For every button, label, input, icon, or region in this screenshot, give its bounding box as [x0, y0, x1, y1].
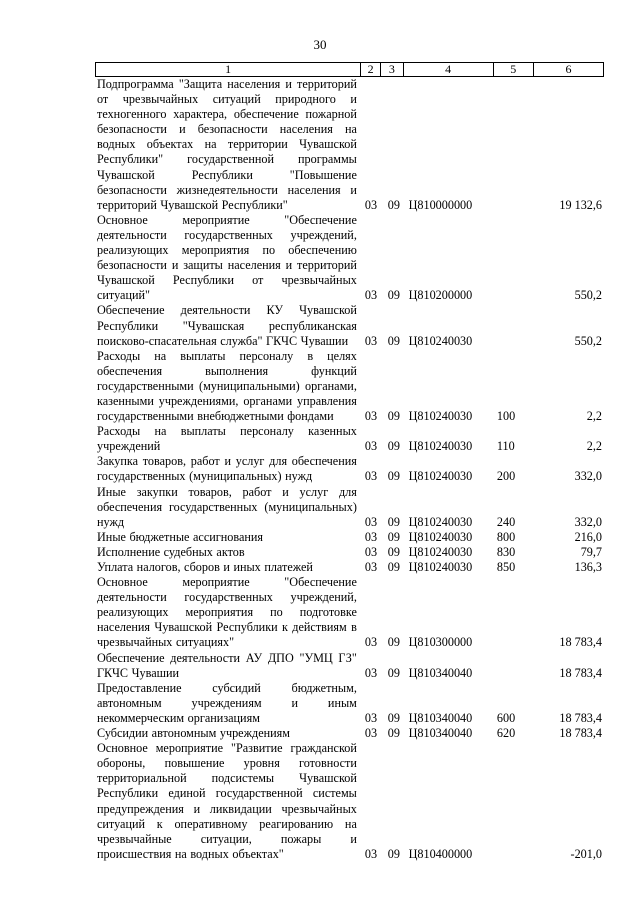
row-subsection: 09 — [387, 439, 400, 454]
row-amount: 216,0 — [574, 529, 603, 544]
budget-table — [95, 62, 604, 862]
row-target-article: Ц810240030 — [408, 439, 473, 454]
row-target-article: Ц810240030 — [408, 560, 473, 574]
table-row — [95, 560, 604, 575]
row-description: Иные закупки товаров, работ и услуг для обеспечения государственных (муниципальных) нужд — [97, 484, 357, 529]
row-section: 03 — [364, 333, 378, 348]
row-expense-type: 850 — [496, 560, 516, 574]
row-target-article: Ц810200000 — [408, 288, 473, 303]
table-row — [95, 77, 604, 213]
row-subsection: 09 — [387, 560, 400, 574]
row-expense-type: 830 — [496, 544, 516, 559]
row-subsection: 09 — [387, 197, 400, 212]
table-row — [95, 575, 604, 650]
row-amount: 79,7 — [580, 544, 603, 559]
row-section: 03 — [364, 197, 378, 212]
row-expense-type: 110 — [496, 439, 515, 454]
row-section: 03 — [364, 439, 378, 454]
header-col-1: 1 — [96, 63, 361, 76]
row-description: Основное мероприятие "Развитие гражданской обороны, повышение уровня готовности территориальной подсистемы Чувашской Республики единой государственной системы предупреждения и ликвидации чрезвычайных ситуаций к оперативному реагированию на чрезвычайные ситуации, пожары и происшествия на водных объектах" — [97, 741, 357, 861]
row-description: Иные бюджетные ассигнования — [97, 529, 264, 544]
row-section: 03 — [364, 665, 378, 680]
row-section: 03 — [364, 288, 378, 303]
row-amount: 19 132,6 — [559, 197, 603, 212]
row-expense-type: 200 — [496, 469, 516, 484]
row-description: Субсидии автономным учреждениям — [97, 726, 290, 741]
table-row — [95, 545, 604, 560]
row-amount: 2,2 — [586, 409, 603, 424]
row-target-article: Ц810340040 — [408, 726, 473, 741]
row-amount: 18 783,4 — [559, 710, 603, 725]
row-amount: 18 783,4 — [559, 665, 603, 680]
table-row — [95, 424, 604, 454]
row-section: 03 — [364, 409, 378, 424]
table-row — [95, 741, 604, 862]
row-amount: 18 783,4 — [559, 726, 603, 741]
table-row — [95, 530, 604, 545]
row-subsection: 09 — [387, 469, 400, 484]
row-section: 03 — [364, 529, 378, 544]
row-subsection: 09 — [387, 288, 400, 303]
row-description: Исполнение судебных актов — [97, 544, 245, 559]
row-expense-type: 620 — [496, 726, 516, 741]
row-subsection: 09 — [387, 710, 400, 725]
table-row — [95, 681, 604, 726]
row-expense-type: 800 — [496, 529, 516, 544]
row-expense-type: 100 — [496, 409, 516, 424]
header-col-3: 3 — [381, 63, 404, 76]
row-section: 03 — [364, 469, 378, 484]
row-section: 03 — [364, 710, 378, 725]
row-expense-type: 600 — [496, 710, 516, 725]
row-description: Обеспечение деятельности КУ Чувашской Республики "Чувашская республиканская поисково-спасательная служба" ГКЧС Чувашии — [97, 303, 357, 348]
row-target-article: Ц810340040 — [408, 665, 473, 680]
table-header — [95, 62, 604, 77]
header-col-4: 4 — [404, 63, 494, 76]
table-body — [95, 77, 604, 862]
row-subsection: 09 — [387, 665, 400, 680]
row-description: Закупка товаров, работ и услуг для обеспечения государственных (муниципальных) нужд — [97, 454, 357, 484]
table-row — [95, 726, 604, 741]
row-amount: 18 783,4 — [559, 635, 603, 650]
row-subsection: 09 — [387, 544, 400, 559]
row-expense-type: 240 — [496, 514, 516, 529]
row-description: Основное мероприятие "Обеспечение деятельности государственных учреждений, реализующих мероприятия по обеспечению безопасности и защиты населения и территорий Чувашской Республики от чрезвычайных ситуаций" — [97, 212, 357, 303]
row-section: 03 — [364, 514, 378, 529]
table-row — [95, 454, 604, 484]
row-amount: 550,2 — [574, 288, 603, 303]
table-row — [95, 651, 604, 681]
page-number: 30 — [313, 37, 327, 52]
row-target-article: Ц810000000 — [408, 197, 473, 212]
row-target-article: Ц810240030 — [408, 529, 473, 544]
row-target-article: Ц810240030 — [408, 469, 473, 484]
table-row — [95, 349, 604, 424]
row-section: 03 — [364, 544, 378, 559]
table-row — [95, 485, 604, 530]
row-subsection: 09 — [387, 333, 400, 348]
row-description: Расходы на выплаты персоналу казенных учреждений — [97, 424, 357, 454]
row-description: Обеспечение деятельности АУ ДПО "УМЦ ГЗ" ГКЧС Чувашии — [97, 650, 357, 680]
row-amount: 550,2 — [574, 333, 603, 348]
row-section: 03 — [364, 846, 378, 861]
row-target-article: Ц810300000 — [408, 635, 473, 650]
row-subsection: 09 — [387, 726, 400, 741]
row-target-article: Ц810400000 — [408, 846, 473, 861]
row-subsection: 09 — [387, 529, 400, 544]
row-description: Уплата налогов, сборов и иных платежей — [97, 560, 313, 574]
row-amount: 332,0 — [574, 469, 603, 484]
row-description: Подпрограмма "Защита населения и территорий от чрезвычайных ситуаций природного и техногенного характера, обеспечение пожарной безопасности и безопасности населения на водных объектах на территории Чувашской Республики" государственной программы Чувашской Республики "Повышение безопасности жизнедеятельности населения и территорий Чувашской Республики" — [97, 77, 357, 212]
header-col-6: 6 — [565, 62, 572, 76]
row-subsection: 09 — [387, 409, 400, 424]
table-row — [95, 303, 604, 348]
row-amount: 332,0 — [574, 514, 603, 529]
row-target-article: Ц810240030 — [408, 409, 473, 424]
row-amount: 2,2 — [586, 439, 603, 454]
row-target-article: Ц810240030 — [408, 514, 473, 529]
row-target-article: Ц810240030 — [408, 544, 473, 559]
row-subsection: 09 — [387, 846, 400, 861]
row-subsection: 09 — [387, 514, 400, 529]
row-description: Основное мероприятие "Обеспечение деятельности государственных учреждений, реализующих мероприятия по подготовке населения Чувашской Республики к действиям в чрезвычайных ситуациях" — [97, 575, 357, 650]
row-target-article: Ц810240030 — [408, 333, 473, 348]
row-section: 03 — [364, 560, 378, 574]
header-col-5: 5 — [494, 63, 534, 76]
row-description: Предоставление субсидий бюджетным, автономным учреждениям и иным некоммерческим организациям — [97, 680, 357, 725]
row-subsection: 09 — [387, 635, 400, 650]
header-col-2: 2 — [361, 63, 381, 76]
row-amount: 136,3 — [574, 560, 603, 574]
row-target-article: Ц810340040 — [408, 710, 473, 725]
row-description: Расходы на выплаты персоналу в целях обеспечения выполнения функций государственными (муниципальными) органами, казенными учреждениями, органами управления государственными внебюджетными фондами — [97, 348, 357, 424]
row-section: 03 — [364, 635, 378, 650]
row-section: 03 — [364, 726, 378, 741]
table-row — [95, 213, 604, 304]
row-amount: -201,0 — [570, 846, 603, 861]
